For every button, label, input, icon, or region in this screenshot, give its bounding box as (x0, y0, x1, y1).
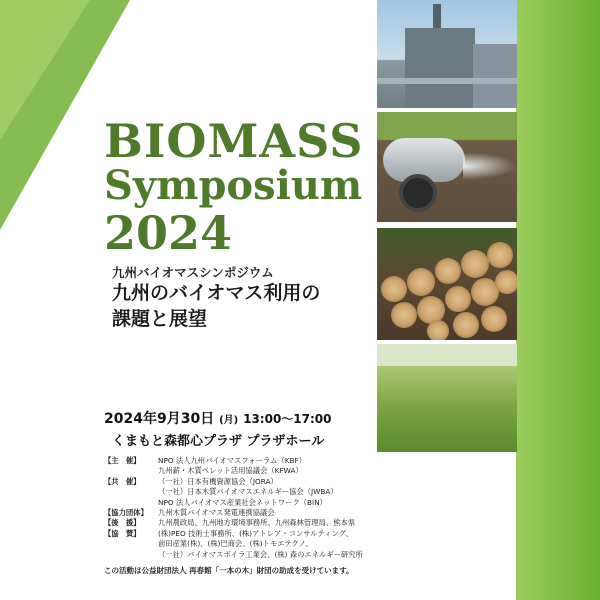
theme-line-2: 課題と展望 (112, 308, 208, 330)
photo-log-pile (377, 228, 517, 340)
event-weekday: (月) (219, 415, 239, 426)
green-side-strip (516, 0, 600, 600)
organizer-name: 九州薪・木質ペレット活用協議会（KFWA） (158, 466, 303, 476)
organizer-label: 【後 援】 (104, 518, 141, 528)
event-date-time (104, 408, 332, 428)
organizer-name: 九州木質バイオマス発電連携協議会 (158, 508, 275, 518)
organizer-label: 【協力団体】 (104, 508, 148, 518)
event-time: 13:00～17:00 (243, 412, 332, 426)
green-corner-shape-light (0, 0, 90, 140)
theme-heading (112, 280, 320, 332)
grant-note: この活動は公益財団法人 再春館「一本の木」財団の助成を受けています。 (104, 566, 354, 575)
event-venue: くまもと森都心プラザ プラザホール (112, 434, 325, 449)
photo-slurry-tanker (377, 112, 517, 222)
organizer-name: 九州農政局、九州地方環境事務所、九州森林管理局、熊本県 (158, 518, 356, 528)
title-year: 2024 (104, 206, 233, 260)
photo-column (377, 0, 517, 452)
organizer-row-sponsor (104, 529, 504, 560)
photo-power-plant (377, 0, 517, 108)
organizer-name: （一社）日本木質バイオマスエネルギー協会（JWBA） (158, 487, 338, 497)
organizer-name: NPO 法人九州バイオマスフォーラム（KBF） (158, 456, 307, 465)
organizer-name: 前田産業(株)、(株)巴商会、(株)トモエテクノ、 (158, 539, 313, 549)
organizer-name: (株)PEO 技術士事務所、(株)アトレア・コンサルティング、 (158, 528, 353, 538)
subtitle-japanese: 九州バイオマスシンポジウム (112, 265, 274, 280)
organizer-name: NPO 法人バイオマス産業社会ネットワーク（BIN） (158, 497, 327, 507)
organizer-name: （一社）バイオマスボイラ工業会、(株) 森のエネルギー研究所 (158, 549, 363, 559)
theme-line-1: 九州のバイオマス利用の (112, 282, 321, 304)
organizer-row-cooperation (104, 508, 504, 518)
event-date: 2024年9月30日 (104, 411, 215, 427)
organizer-label: 【主 催】 (104, 456, 141, 465)
title-symposium: Symposium (104, 162, 363, 209)
organizer-list (104, 456, 504, 560)
organizer-name: （一社）日本有機資源協会（JORA） (158, 476, 278, 486)
photo-grass-field (377, 344, 517, 452)
organizer-label: 【共 催】 (104, 476, 141, 486)
organizer-row-host (104, 456, 504, 477)
organizer-label: 【協 賛】 (104, 528, 141, 538)
organizer-row-cohost (104, 477, 504, 508)
title-biomass: BIOMASS (104, 114, 364, 168)
organizer-row-support (104, 518, 504, 528)
